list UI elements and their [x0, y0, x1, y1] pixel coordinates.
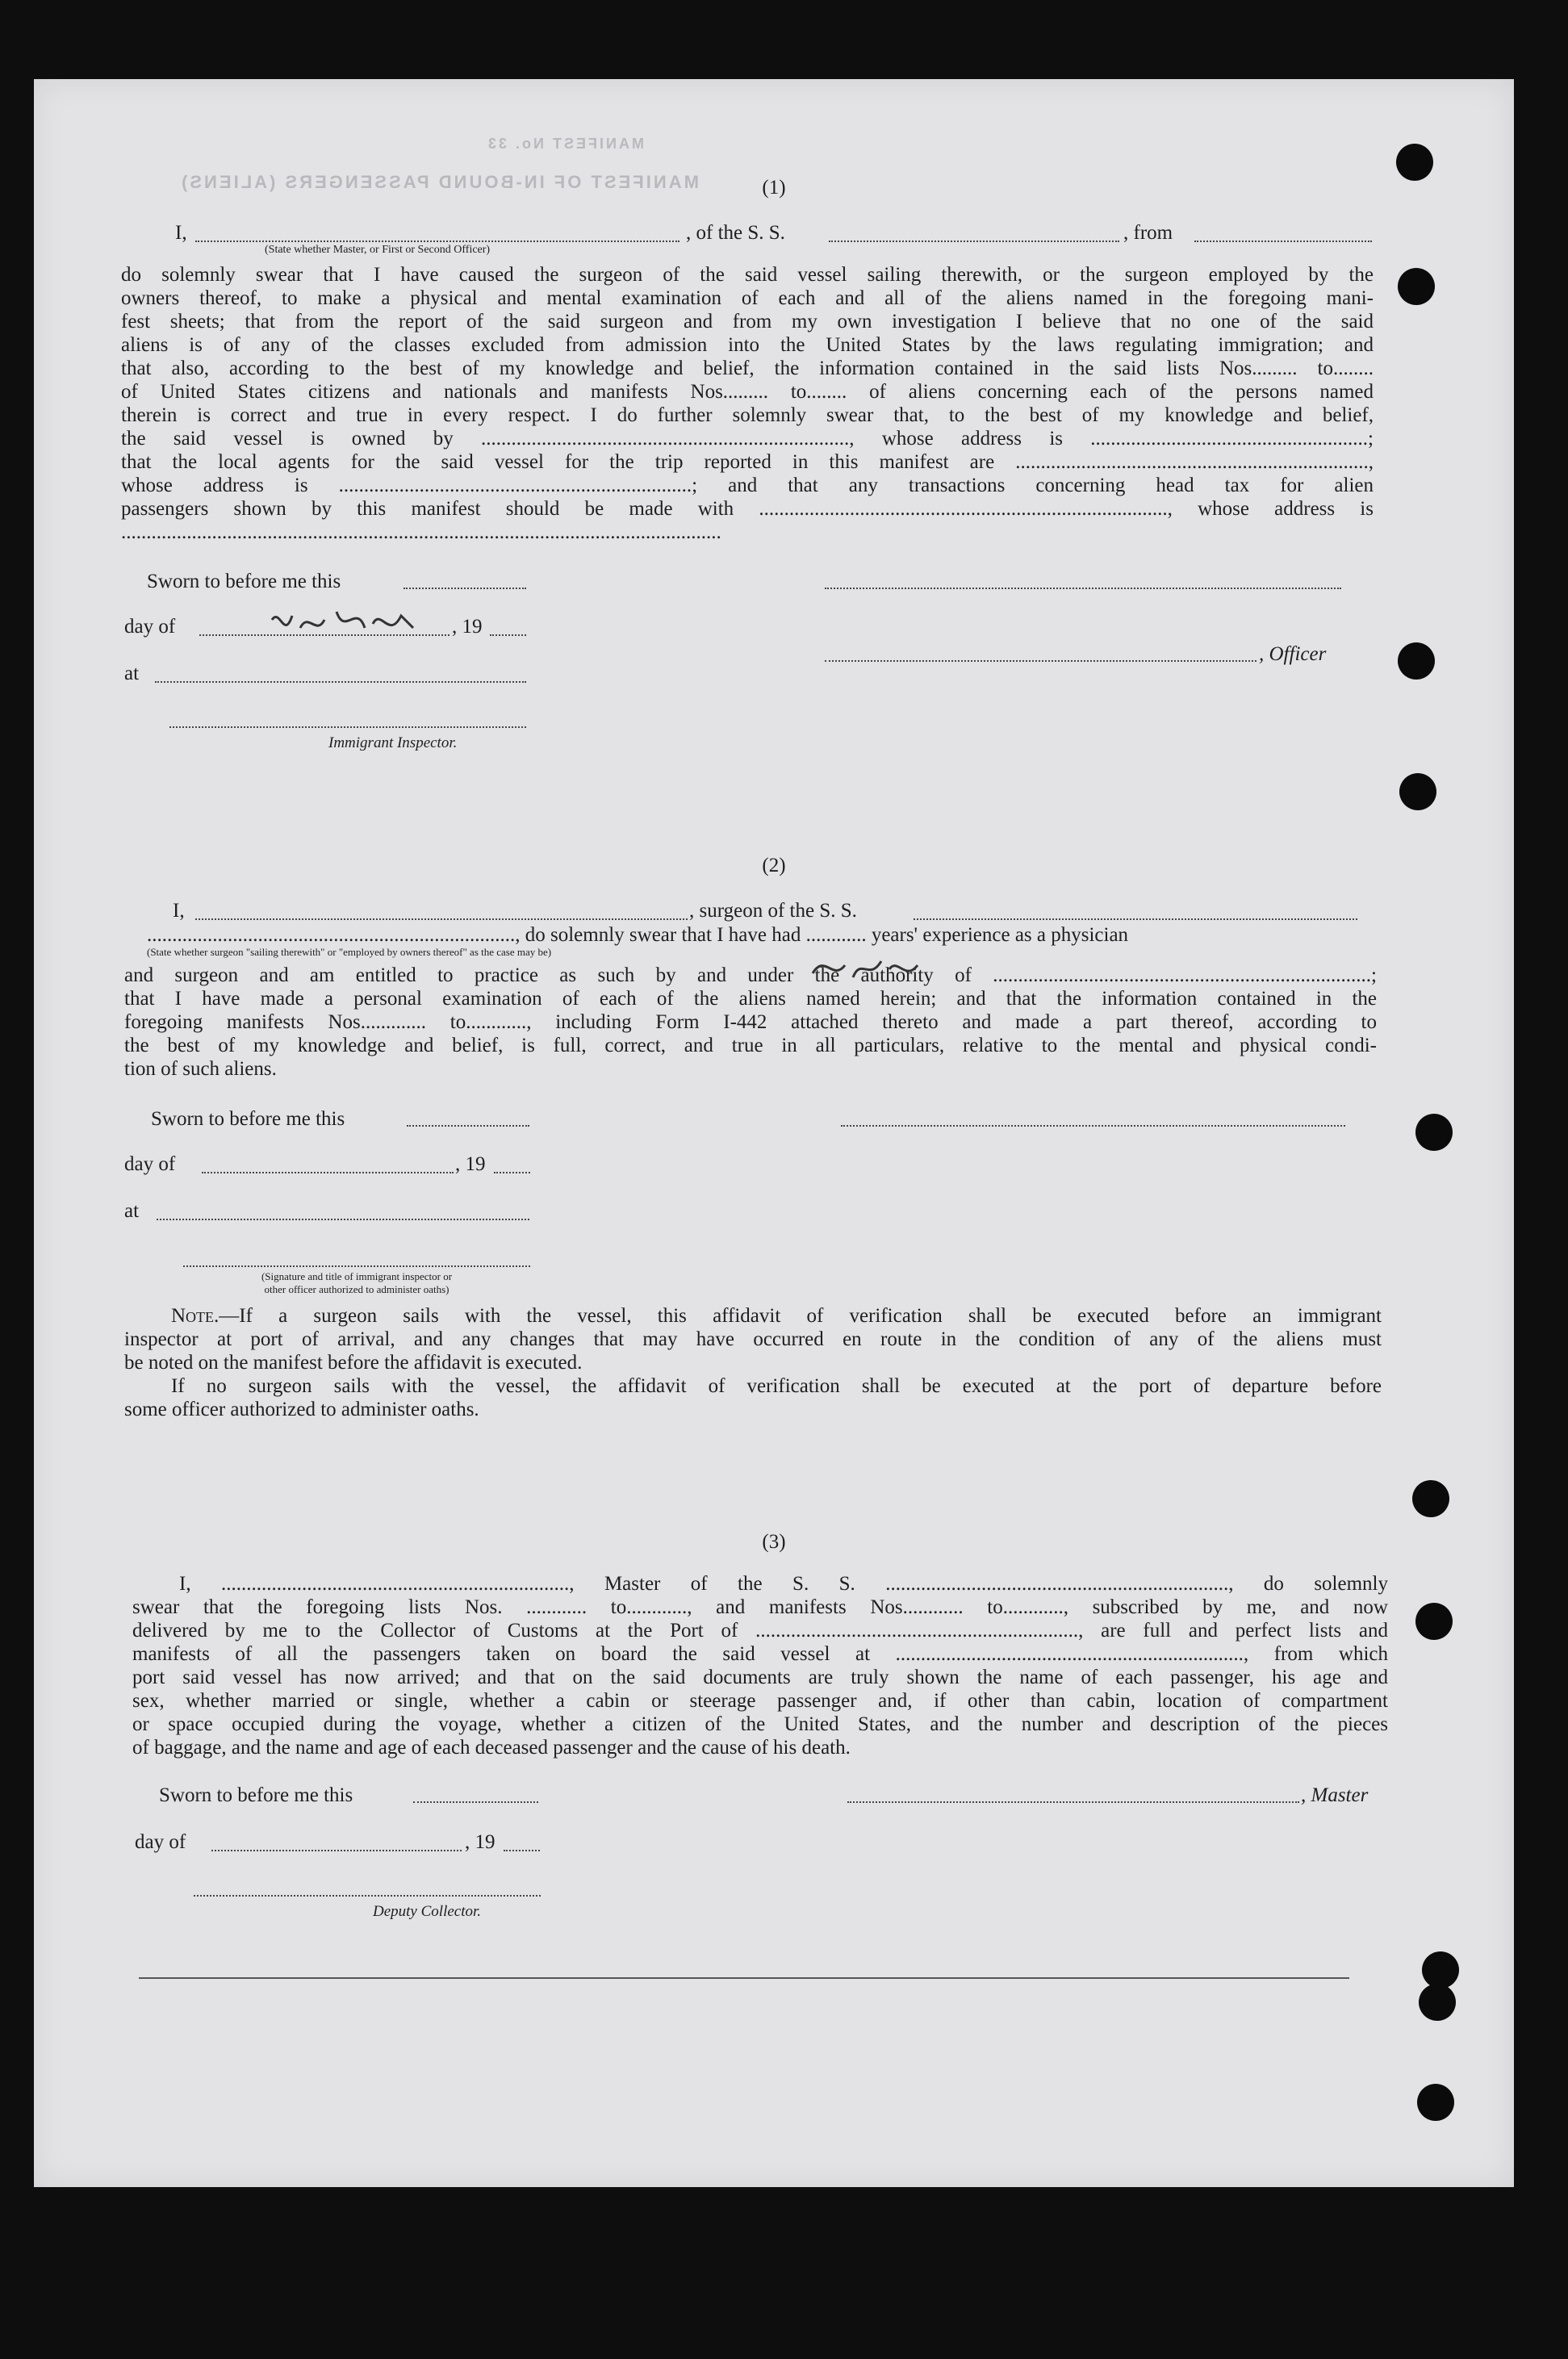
- inspector-signature-field[interactable]: [169, 726, 526, 728]
- of-the-ss: , of the S. S.: [686, 222, 785, 244]
- officer-hint: (State whether Master, or First or Second Officer): [265, 244, 491, 256]
- binder-hole: [1422, 1951, 1459, 1989]
- handwritten-scrawl: [809, 949, 922, 989]
- binder-hole: [1396, 144, 1433, 181]
- binder-hole: [1415, 1603, 1453, 1640]
- surgeon-experience-line: ........................................................................., do solemnly swear that I have had ............ years' experience as a physician: [147, 924, 1129, 946]
- sworn-label-1: Sworn to before me this: [147, 571, 341, 592]
- inspector-label: Immigrant Inspector.: [328, 734, 458, 751]
- binder-hole: [1398, 268, 1435, 305]
- signature-hint-2b: other officer authorized to administer oaths): [264, 1283, 449, 1295]
- bottom-rule: [139, 1977, 1349, 1979]
- year-field-2[interactable]: [494, 1172, 530, 1173]
- section-1-number: (1): [762, 177, 786, 199]
- sworn-day-field-3[interactable]: [413, 1801, 538, 1803]
- sworn-day-field-1[interactable]: [403, 588, 526, 589]
- officer-label: , Officer: [1259, 643, 1327, 665]
- bleed-through-text: MANIFEST No. 33: [486, 136, 645, 152]
- at-field-2[interactable]: [157, 1219, 529, 1220]
- year-label-3: , 19: [465, 1831, 495, 1853]
- master-label: , Master: [1301, 1784, 1369, 1806]
- section-1-oath: do solemnly swear that I have caused the surgeon of the said vessel sailing therewith, or the surgeon employed by the owners thereof, to make a physical and mental examination of each and all of the aliens named in the foregoing mani- fest sheets; that from the report of the said surgeon and from my own investigation I believe that no one of the said aliens is of any of the classes excluded from admission into the United States by the laws regulating immigration; and that also, according to the best of my knowledge and belief, the information contained in the said lists Nos......... to........ of United States citizens and nationals and manifests Nos......... to........ of aliens concerning each of the persons named therein is correct and true in every respect. I do further solemnly swear that, to the best of my knowledge and belief, the said vessel is owned by ........................................................................., whose address is .......................................................; that the local agents for the said vessel for the trip reported in this manifest are ......................................................................, whose address is ......................................................................; and that any transactions concerning head tax for alien passengers shown by this manifest should be made with ................................................................................., whose address is .......................................................................................................................: [121, 264, 1374, 543]
- master-signature-field[interactable]: [847, 1801, 1299, 1803]
- section-3-oath: I, ....................................................................., Master of the S. S. ...................................................................., do solemnly swear that the foregoing lists Nos. ............ to............, and manifests Nos............ to............, subscribed by me, and now delivered by me to the Collector of Customs at the Port of ................................................................, are full and perfect lists and manifests of all the passengers taken on board the said vessel at ....................................................................., from which port said vessel has now arrived; and that on the said documents are truly shown the name of each passenger, his age and sex, whether married or single, whether a cabin or steerage passenger and, if other than cabin, location of compartment or space occupied during the voyage, whether a citizen of the United States, and the number and description of the pieces of baggage, and the name and age of each deceased passenger and the cause of his death.: [132, 1573, 1388, 1759]
- collector-signature-field[interactable]: [194, 1895, 541, 1897]
- handwritten-scrawl: [268, 604, 421, 644]
- year-field-1[interactable]: [490, 634, 526, 636]
- manifest-page: [34, 79, 1514, 2187]
- sworn-day-field-2[interactable]: [407, 1125, 529, 1127]
- section-2-i: I,: [173, 900, 185, 922]
- binder-hole: [1398, 642, 1435, 680]
- officer-name-field[interactable]: [825, 660, 1256, 662]
- from-label: , from: [1123, 222, 1173, 244]
- at-label-2: at: [124, 1200, 140, 1222]
- day-of-label-1: day of: [124, 616, 176, 638]
- day-of-field-3[interactable]: [211, 1850, 462, 1851]
- section-2-number: (2): [762, 855, 786, 876]
- year-label-2: , 19: [455, 1153, 486, 1175]
- at-field-1[interactable]: [155, 681, 526, 683]
- binder-hole: [1419, 1984, 1456, 2021]
- day-of-label-2: day of: [124, 1153, 176, 1175]
- section-3-number: (3): [762, 1531, 786, 1553]
- binder-hole: [1412, 1480, 1449, 1517]
- authorized-officer-signature-field[interactable]: [183, 1265, 530, 1267]
- year-field-3[interactable]: [504, 1850, 540, 1851]
- note-label: Note.: [171, 1305, 220, 1327]
- sworn-label-2: Sworn to before me this: [151, 1108, 345, 1130]
- section-2-oath: and surgeon and am entitled to practice as such by and under the authority of ...........................................................................; that I have made a personal examination of each of the aliens named herein; and that the information contained in the foregoing manifests Nos............. to............, including Form I-442 attached thereto and made a part thereof, according to the best of my knowledge and belief, is full, correct, and true in all particulars, relative to the mental and physical condi- tion of such aliens.: [124, 964, 1377, 1080]
- vessel-name-field[interactable]: [829, 241, 1119, 242]
- binder-hole: [1399, 773, 1436, 810]
- officer-signature-field[interactable]: [825, 588, 1341, 589]
- surgeon-vessel-field[interactable]: [914, 918, 1357, 920]
- day-of-label-3: day of: [135, 1831, 186, 1853]
- verification-note: Note.—If a surgeon sails with the vessel, this affidavit of verification shall be executed before an immigrant inspector at port of arrival, and any changes that may have occurred en route in the condition of any of the aliens must be noted on the manifest before the affidavit is executed. If no surgeon sails with the vessel, the affidavit of verification shall be executed at the port of departure before some officer authorized to administer oaths.: [124, 1305, 1382, 1420]
- surgeon-name-field[interactable]: [195, 918, 688, 920]
- surgeon-signature-field[interactable]: [841, 1125, 1345, 1127]
- collector-label: Deputy Collector.: [373, 1903, 482, 1920]
- from-port-field[interactable]: [1194, 241, 1372, 242]
- sworn-label-3: Sworn to before me this: [159, 1784, 353, 1806]
- year-label-1: , 19: [452, 616, 483, 638]
- section-1-i: I,: [175, 222, 187, 244]
- binder-hole: [1415, 1114, 1453, 1151]
- at-label-1: at: [124, 663, 140, 684]
- bleed-through-text: MANIFEST OF IN-BOUND PASSENGERS (ALIENS): [179, 172, 699, 192]
- signature-hint-2a: (Signature and title of immigrant inspector or: [261, 1270, 453, 1282]
- surgeon-hint: (State whether surgeon "sailing therewith" or "employed by owners thereof" as the case may be): [147, 946, 552, 958]
- day-of-field-2[interactable]: [202, 1172, 454, 1173]
- binder-hole: [1417, 2084, 1454, 2121]
- master-name-field[interactable]: [195, 241, 679, 242]
- surgeon-of-ss: , surgeon of the S. S.: [689, 900, 857, 922]
